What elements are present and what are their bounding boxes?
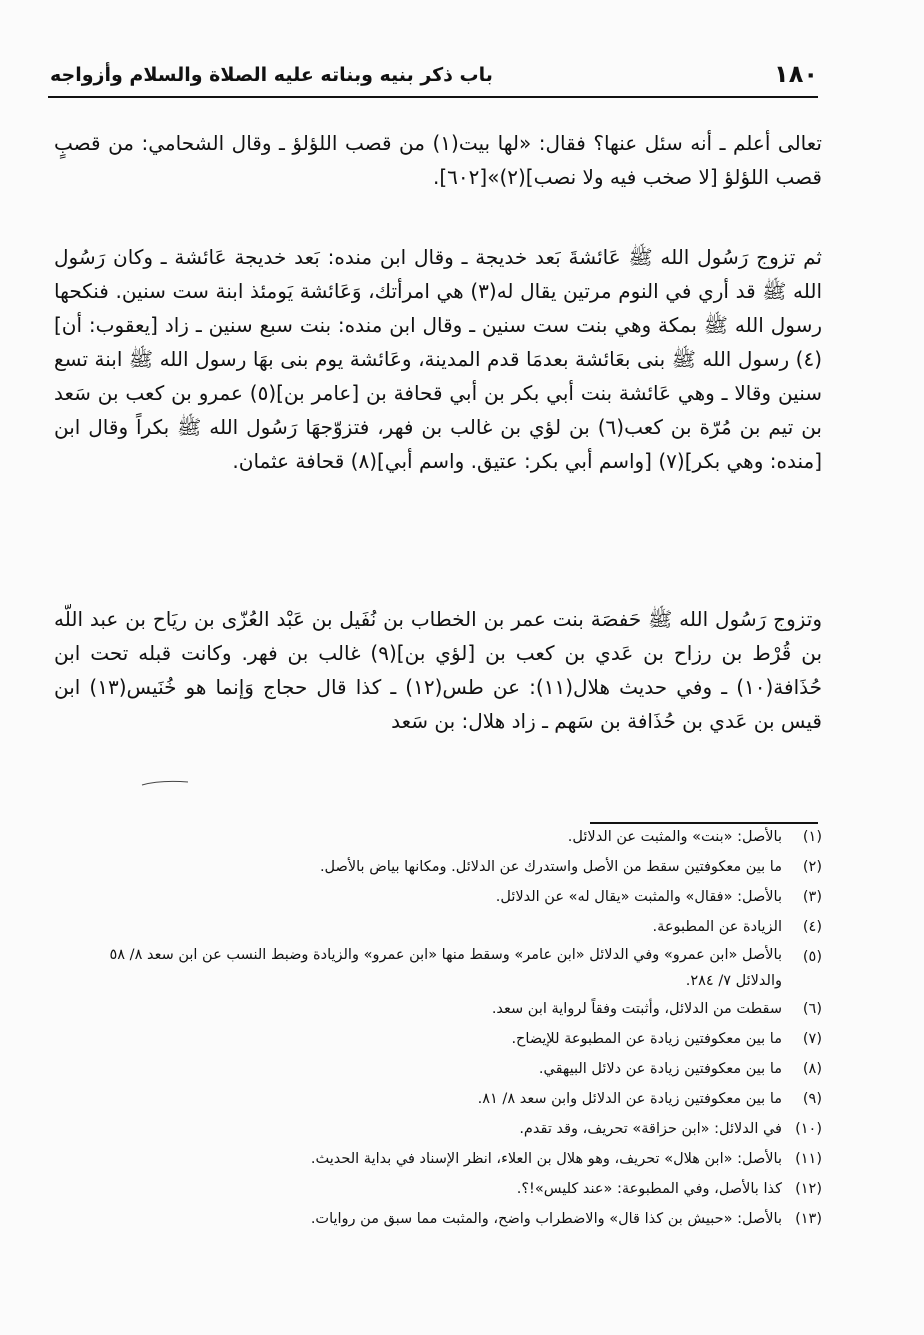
footnote-text: بالأصل «ابن عمرو» وفي الدلائل «ابن عامر» وسقط منها «ابن عمرو» والزيادة وضبط النسب عن ابن سعد ٨/ ٥٨ والدلائل ٧/ ٢٨٤. — [109, 947, 782, 989]
page-number: ١٨٠ — [774, 60, 818, 88]
footnote — [60, 912, 822, 942]
footnote-text: ما بين معكوفتين زيادة عن الدلائل وابن سعد ٨/ ٨١. — [477, 1091, 782, 1107]
footnote-number: (٢) — [802, 859, 822, 875]
page-header — [48, 56, 818, 98]
paragraph-text: ثم تزوج رَسُول الله ﷺ عَائشةَ بَعد خديجة ـ وقال ابن منده: بَعد خديجة عَائشة ـ وكان رَسُول الله ﷺ قد أري في النوم مرتين يقال له(٣) هي امرأتك، وَعَائشة يَومئذ ابنة ست سنين. فنكحها رسول الله ﷺ بمكة وهي بنت ست سنين ـ وقال ابن منده: بنت سبع سنين ـ زاد [يعقوب: أن](٤) رسول الله ﷺ بنى بعَائشة بعدمَا قدم المدينة، وعَائشة يوم بنى بهَا رسول الله ﷺ ابنة تسع سنين وقالا ـ وهي عَائشة بنت أبي بكر بن أبي قحافة بن [عامر بن](٥) عمرو بن كعب بن سَعد بن تيم بن مُرّة بن كعب(٦) بن لؤي بن غالب بن فهر، فتزوّجهَا رَسُول الله ﷺ بكراً وقال ابن [منده: وهي بكر](٧) [واسم أبي بكر: عتيق. واسم أبي](٨) قحافة عثمان. — [54, 245, 823, 473]
footnote-number: (١٢) — [795, 1181, 822, 1197]
footnote — [60, 1144, 822, 1174]
footnote-number: (٣) — [802, 889, 822, 905]
footnote-number: (١٣) — [795, 1211, 822, 1227]
footnote-text: ما بين معكوفتين سقط من الأصل واستدرك عن الدلائل. ومكانها بياض بالأصل. — [319, 859, 782, 875]
footnote-number: (٨) — [802, 1061, 822, 1077]
footnote-text: كذا بالأصل، وفي المطبوعة: «عند كليس»!؟. — [516, 1181, 782, 1197]
footnote — [60, 994, 822, 1024]
footnote-text: ما بين معكوفتين زيادة عن المطبوعة للإيضاح. — [511, 1031, 782, 1047]
footnote-number: (٥) — [802, 949, 822, 965]
footnote — [60, 882, 822, 912]
footnote — [60, 1114, 822, 1144]
footnote-number: (٤) — [802, 919, 822, 935]
footnote — [60, 822, 822, 852]
footnotes — [60, 822, 822, 1234]
footnote-text: الزيادة عن المطبوعة. — [652, 919, 782, 935]
footnote-number: (٧) — [802, 1031, 822, 1047]
footnote — [60, 1054, 822, 1084]
footnote-number: (٦) — [802, 1001, 822, 1017]
paragraph-text: تعالى أعلم ـ أنه سئل عنها؟ فقال: «لها بيت(١) من قصب اللؤلؤ ـ وقال الشحامي: من قصبٍ قصب اللؤلؤ [لا صخب فيه ولا نصب](٢)»[٦٠٢]. — [54, 131, 822, 189]
footnote-number: (١١) — [795, 1151, 822, 1167]
footnote-number: (١٠) — [795, 1121, 822, 1137]
footnote-number: (١) — [802, 829, 822, 845]
footnote-number: (٩) — [802, 1091, 822, 1107]
footnote-text: سقطت من الدلائل، وأثبتت وفقاً لرواية ابن سعد. — [491, 1001, 782, 1017]
footnote-text: بالأصل: «بنت» والمثبت عن الدلائل. — [567, 829, 782, 845]
footnote-text: ما بين معكوفتين زيادة عن دلائل البيهقي. — [538, 1061, 782, 1077]
running-title: باب ذكر بنيه وبناته عليه الصلاة والسلام وأزواجه — [50, 64, 493, 86]
footnote — [60, 1084, 822, 1114]
body-paragraph-1 — [54, 126, 822, 194]
body-paragraph-3 — [54, 602, 822, 738]
body-paragraph-2 — [54, 240, 822, 478]
paragraph-text: وتزوج رَسُول الله ﷺ حَفصَة بنت عمر بن الخطاب بن نُفَيل بن عَبْد العُزّى بن ريَاح بن عبد اللّه بن قُرْط بن رزاح بن عَدي بن كعب بن [لؤي بن](٩) غالب بن فهر. وكانت قبله تحت ابن حُذَافة(١٠) ـ وفي حديث هلال(١١): عن طس(١٢) ـ كذا قال حجاج وَإنما هو خُنَيس(١٣) ابن قيس بن عَدي بن حُذَافة بن سَهم ـ زاد هلال: بن سَعد — [54, 607, 823, 733]
footnote-text: في الدلائل: «ابن حزاقة» تحريف، وقد تقدم. — [519, 1121, 782, 1137]
footnote-text: بالأصل: «فقال» والمثبت «يقال له» عن الدلائل. — [495, 889, 782, 905]
footnote — [60, 852, 822, 882]
footnote — [60, 942, 822, 994]
pen-mark — [140, 778, 190, 788]
footnote-text: بالأصل: «ابن هلال» تحريف، وهو هلال بن العلاء، انظر الإسناد في بداية الحديث. — [310, 1151, 782, 1167]
footnote — [60, 1024, 822, 1054]
footnote — [60, 1204, 822, 1234]
footnote — [60, 1174, 822, 1204]
footnote-text: بالأصل: «حبيش بن كذا قال» والاضطراب واضح، والمثبت مما سبق من روايات. — [310, 1211, 782, 1227]
